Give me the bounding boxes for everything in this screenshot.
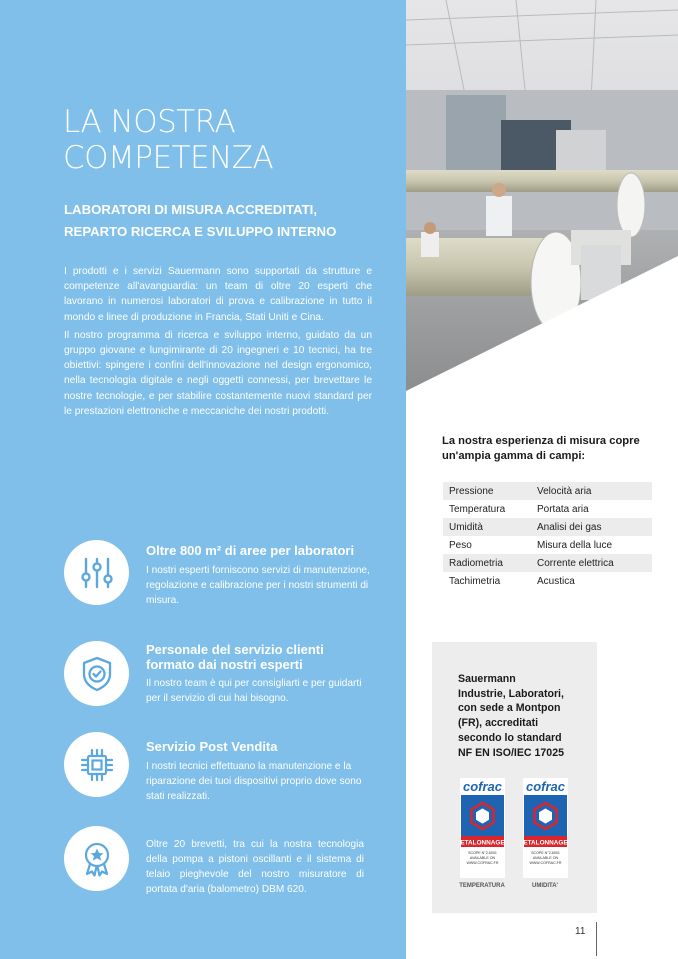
accreditation-box xyxy=(432,642,597,913)
accreditation-text xyxy=(458,672,588,760)
feature-title xyxy=(146,739,386,754)
subtitle-line: LABORATORI DI MISURA ACCREDITATI, xyxy=(64,202,317,217)
table-row xyxy=(443,500,652,518)
accreditation-line: Sauermann xyxy=(458,673,516,685)
measurement-title xyxy=(442,434,652,463)
badge-caption: UMIDITA' xyxy=(532,883,558,889)
table-cell: Corrente elettrica xyxy=(531,554,652,572)
table-cell: Temperatura xyxy=(449,503,506,515)
table-row xyxy=(443,518,652,536)
page-number: 11 xyxy=(575,926,586,937)
page-number-divider xyxy=(596,922,597,956)
section-subtitle xyxy=(64,199,394,243)
badge-caption: TEMPERATURA xyxy=(459,883,505,889)
table-cell: Radiometria xyxy=(443,554,531,572)
page-title-line: LA NOSTRA xyxy=(63,104,236,140)
accreditation-line: secondo lo standard xyxy=(458,731,562,744)
measurement-table xyxy=(443,482,652,590)
accreditation-line: Industrie, Laboratori, xyxy=(458,687,564,700)
intro-paragraph: I prodotti e i servizi Sauermann sono supportati da strutture e competenze all'avanguardia: un team di oltre 20 esperti che lavorano in numerosi laboratori di prova e calibrazione in tutto il mondo e linee di produzione in Francia, Stati Uniti e Cina. xyxy=(64,266,372,323)
table-cell: Analisi dei gas xyxy=(531,518,652,536)
feature-text: I nostri tecnici effettuano la manutenzione e la riparazione dei tuoi dispositivi proprio dove sono stati realizzati. xyxy=(146,761,362,802)
table-cell: Tachimetria xyxy=(449,575,501,587)
feature-title-line: Personale del servizio clienti xyxy=(146,642,324,657)
feature-title xyxy=(146,642,386,672)
feature-text: Il nostro team è qui per consigliarti e per guidarti per il servizio di cui hai bisogno. xyxy=(146,678,362,704)
measurement-title-line: un'ampia gamma di campi: xyxy=(442,449,586,462)
cofrac-small-text: SCOPE N°2-6001 xyxy=(531,851,560,855)
table-row xyxy=(443,536,652,554)
table-cell: Misura della luce xyxy=(537,539,613,551)
cofrac-logo-text: cofrac xyxy=(462,779,503,794)
cofrac-small-text: AVAILABLE ON xyxy=(469,856,496,860)
intro-text xyxy=(64,264,372,422)
cofrac-badge-temperature xyxy=(460,778,505,878)
table-cell: Peso xyxy=(449,539,472,551)
photo-corner-wedge xyxy=(406,256,678,416)
cofrac-logo-text: cofrac xyxy=(525,779,566,794)
cofrac-small-text: AVAILABLE ON xyxy=(532,856,559,860)
cofrac-band-text: ETALONNAGE xyxy=(523,839,568,847)
table-row xyxy=(443,572,652,590)
cofrac-badge-humidity xyxy=(523,778,568,878)
table-cell: Umidità xyxy=(443,518,531,536)
feature-title-line: Servizio Post Vendita xyxy=(146,739,278,754)
chip-icon xyxy=(64,732,129,797)
feature-text: Oltre 20 brevetti, tra cui la nostra tecnologia della pompa a pistoni oscillanti e il sistema di telaio pieghevole del nostro misuratore di portata d'aria (balometro) DBM 620. xyxy=(146,839,364,895)
measurement-title-line: La nostra esperienza di misura copre xyxy=(442,435,640,447)
table-cell: Velocità aria xyxy=(531,482,652,500)
feature-title-line: formato dai nostri esperti xyxy=(146,657,303,672)
sliders-icon xyxy=(64,540,129,605)
accreditation-line: (FR), accreditati xyxy=(458,717,539,730)
table-row xyxy=(443,554,652,572)
table-cell: Pressione xyxy=(443,482,531,500)
cofrac-small-text: SCOPE N°2-6001 xyxy=(468,851,497,855)
feature-text: I nostri esperti forniscono servizi di manutenzione, regolazione e calibrazione per i nostri strumenti di misura. xyxy=(146,565,370,606)
intro-paragraph: Il nostro programma di ricerca e sviluppo interno, guidato da un gruppo giovane e lungimirante di 20 ingegneri e 10 tecnici, ha tre obiettivi: spingere i confini dell'innovazione nel design ergonomico, nella tecnologia digitale e negli oggetti connessi, per brevettare le nostre tecnologie, e per stabilire costantemente nuovi standard per le prestazioni elettroniche e meccaniche dei nostri prodotti. xyxy=(64,329,372,417)
feature-title xyxy=(146,543,386,558)
accreditation-line: NF EN ISO/IEC 17025 xyxy=(458,746,564,759)
table-cell: Portata aria xyxy=(537,503,589,515)
cofrac-small-text: WWW.COFRAC.FR xyxy=(466,861,499,865)
table-cell: Acustica xyxy=(537,575,575,587)
award-ribbon-icon xyxy=(64,826,129,891)
page-title xyxy=(63,104,273,176)
shield-check-icon xyxy=(64,641,129,706)
accreditation-line: con sede a Montpon xyxy=(458,702,561,715)
table-row xyxy=(443,482,652,500)
page-title-line: COMPETENZA xyxy=(63,140,274,176)
cofrac-small-text: WWW.COFRAC.FR xyxy=(529,861,562,865)
subtitle-line: REPARTO RICERCA E SVILUPPO INTERNO xyxy=(64,224,337,239)
cofrac-band-text: ETALONNAGE xyxy=(460,839,505,847)
feature-title-line: Oltre 800 m² di aree per laboratori xyxy=(146,543,355,558)
